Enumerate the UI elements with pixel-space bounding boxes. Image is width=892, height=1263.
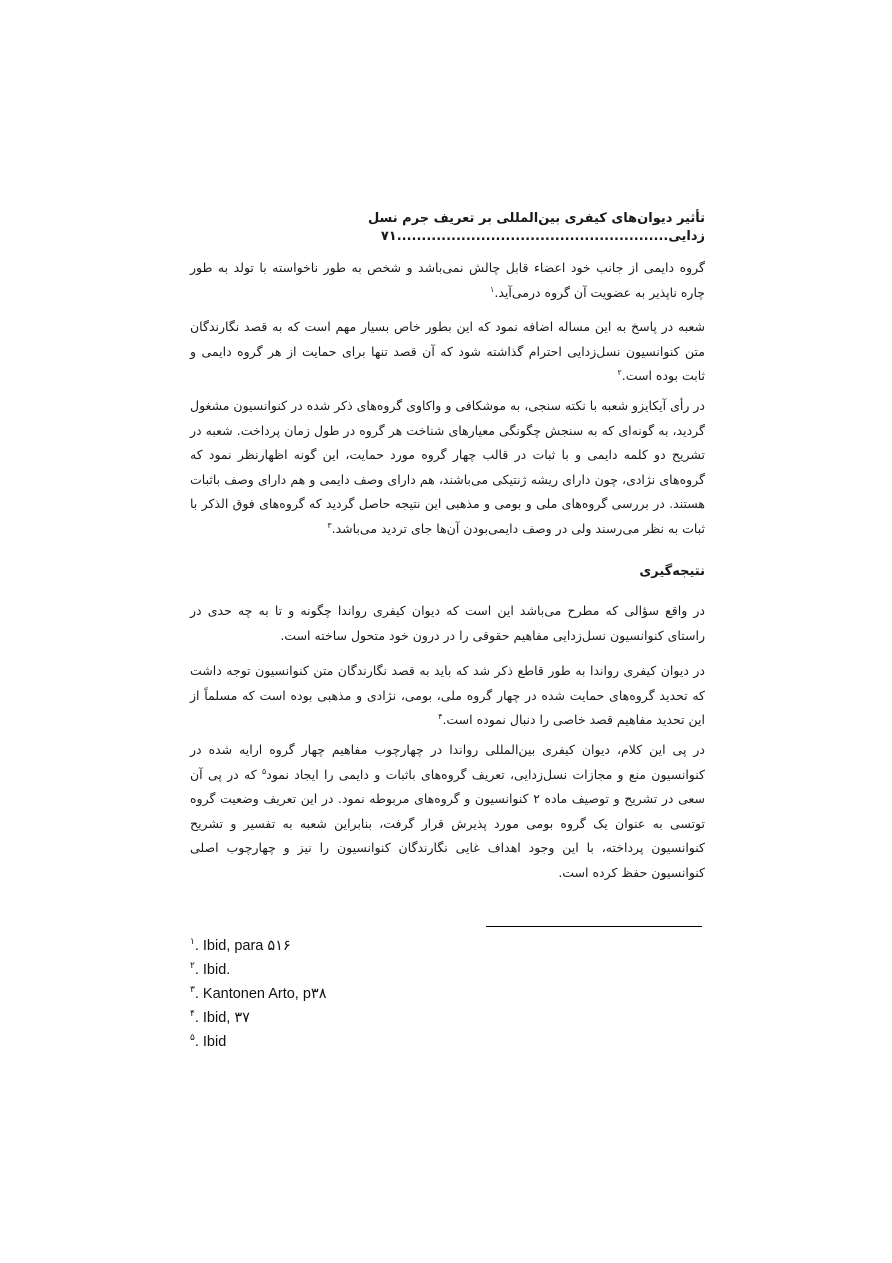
footnote-ref: ۳	[327, 520, 332, 530]
footnote-item	[190, 1028, 490, 1052]
footnote-item	[190, 980, 490, 1004]
running-header	[190, 210, 705, 246]
footnote-text: . Ibid.	[194, 962, 231, 978]
paragraph-1	[190, 256, 705, 305]
header-title: تأثیر دیوان‌های کیفری بین‌المللی بر تعریف جرم نسل	[367, 211, 705, 226]
footnote-item	[190, 932, 490, 956]
header-title-continuation: زدایی.......................................................۷۱	[380, 229, 705, 244]
footnote-ref: ۱	[490, 284, 495, 294]
footnote-ref: ۵	[261, 766, 267, 776]
footnote-text: . Ibid	[194, 1034, 227, 1050]
footnote-ref: ۲	[617, 367, 622, 377]
footnotes	[190, 932, 490, 1052]
paragraph-text: در رأی آیکایزو شعبه با نکته سنجی، به موشکافی و واکاوی گروه‌های ذکر شده در کنوانسیون مشغول گردید، به گونه‌ای که به سنجش چگونگی معیارهای شناخت هر گروه در طول زمان پرداخت. شعبه در تشریح دو کلمه دایمی و با ثبات در قالب چهار گروه مورد حمایت، این گونه اظهارنظر نمود که گروه‌های نژادی، چون دارای ریشه ژنتیکی می‌باشند، هم دارای وصف دایمی و هم دارای وصف باثبات هستند. در بررسی گروه‌های ملی و بومی و مذهبی این نتیجه حاصل گردید که گروه‌های فوق الذکر با ثبات به نظر می‌رسند ولی در وصف دایمی‌بودن آن‌ها جای تردید می‌باشد.	[190, 398, 705, 536]
paragraph-text: شعبه در پاسخ به این مساله اضافه نمود که این بطور خاص بسیار مهم است که به قصد نگارندگان متن کنوانسیون نسل‌زدایی احترام گذاشته شود که آن قصد تنها برای حمایت از هر گروه دایمی و ثابت بوده است.	[190, 319, 705, 383]
footnote-number: ۴	[190, 1008, 195, 1018]
paragraph-5	[190, 659, 705, 733]
footnote-text: . Kantonen Arto, p۳۸	[194, 986, 327, 1002]
footnote-text: . Ibid, ۳۷	[194, 1010, 250, 1026]
footnote-text: . Ibid, para ۵۱۶	[194, 938, 291, 954]
conclusion-heading: نتیجه‌گیری	[639, 564, 705, 579]
paragraph-3	[190, 394, 705, 541]
footnote-number: ۵	[190, 1032, 195, 1042]
paragraph-text: در پی این کلام، دیوان کیفری بین‌المللی رواندا در چهارچوب مفاهیم چهار گروه ارایه شده در کنوانسیون منع و مجازات نسل‌زدایی، تعریف گروه‌های باثبات و دایمی را ایجاد نمود	[190, 742, 705, 782]
footnote-number: ۳	[190, 984, 195, 994]
paragraph-4	[190, 599, 705, 648]
paragraph-text: در واقع سؤالی که مطرح می‌باشد این است که دیوان کیفری رواندا چگونه و تا به چه حدی در راستای کنوانسیون نسل‌زدایی مفاهیم حقوقی را در درون خود متحول ساخته است.	[190, 603, 705, 643]
paragraph-2	[190, 315, 705, 389]
footnote-ref: ۴	[438, 711, 443, 721]
footnote-item	[190, 1004, 490, 1028]
footnote-number: ۲	[190, 960, 195, 970]
footnote-divider	[486, 926, 702, 927]
footnote-item	[190, 956, 490, 980]
paragraph-text: در دیوان کیفری رواندا به طور قاطع ذکر شد که باید به قصد نگارندگان متن کنوانسیون توجه داشت که تحدید گروه‌های حمایت شده در چهار گروه ملی، بومی، نژادی و مذهبی بوده است که مسلماً از این تحدید مفاهیم قصد خاصی را دنبال نموده است.	[190, 663, 705, 727]
paragraph-text: که در پی آن سعی در تشریح و توصیف ماده ۲ کنوانسیون و گروه‌های مربوطه نمود. در این تعریف وضعیت گروه توتسی به عنوان یک گروه بومی مورد پذیرش قرار گرفت، بنابراین شعبه به تفسیر و تشریح کنوانسیون پرداخته، با این وجود اهداف غایی نگارندگان کنوانسیون را نیز و چهارچوب اصلی کنوانسیون حفظ کرده است.	[190, 766, 705, 880]
footnote-number: ۱	[190, 936, 195, 946]
paragraph-6	[190, 738, 705, 885]
paragraph-text: گروه دایمی از جانب خود اعضاء قابل چالش نمی‌باشد و شخص به طور ناخواسته با تولد به طور چاره ناپذیر به عضویت آن گروه درمی‌آید.	[190, 260, 705, 300]
